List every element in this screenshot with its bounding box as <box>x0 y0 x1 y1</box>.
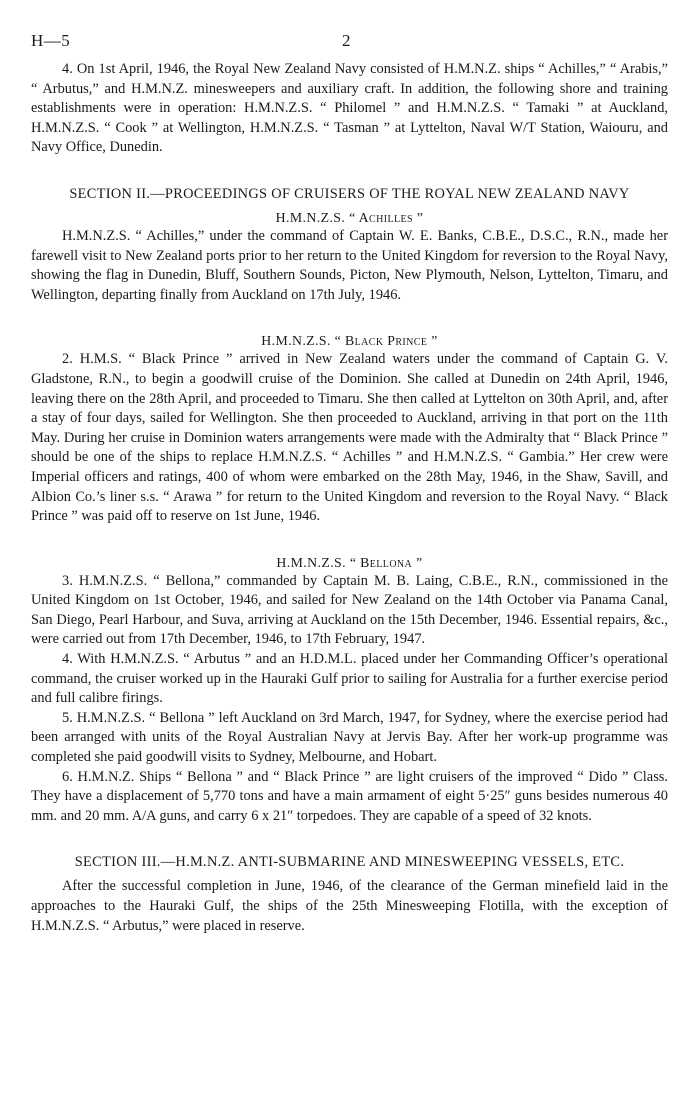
black-prince-paragraph-2: 2. H.M.S. “ Black Prince ” arrived in New Zealand waters under the command of Captain G. V. Gladstone, R.N., to begin a goodwill cruise of the Dominion. She called at Dunedin on 24th April, 1946, leaving there on the 28th April, and proceeded to Timaru. She then called at Lyttelton on 30th April, and, after a stay of four days, sailed for Wellington. She then proceeded to Auckland, arriving in that port on the 11th May. During her cruise in Dominion waters arrangements were made with the Admiralty that “ Black Prince ” should be one of the ships to replace H.M.N.Z.S. “ Achilles ” and H.M.N.Z.S. “ Gambia.” Her crew were Imperial officers and ratings, 400 of whom were embarked on the 28th May, 1946, in the Shaw, Savill, and Albion Co.’s liner s.s. “ Arawa ” for return to the United Kingdom and reversion to the Royal Navy. “ Black Prince ” was paid off to reserve on 1st June, 1946. <box>31 351 668 525</box>
section-3-paragraph: After the successful completion in June, 1946, of the clearance of the German minefield laid in the approaches to the Hauraki Gulf, the ships of the 25th Minesweeping Flotilla, with the exception of H.M.N.Z.S. “ Arbutus,” were placed in reserve. <box>31 878 668 934</box>
bellona-paragraph-5: 5. H.M.N.Z.S. “ Bellona ” left Auckland on 3rd March, 1947, for Sydney, where the exercise period had been arranged with units of the Royal Australian Navy at Jervis Bay. After her work-up programme was completed she paid goodwill visits to Sydney, Melbourne, and Hobart. <box>31 709 668 766</box>
achilles-heading: H.M.N.Z.S. “ Achilles ” <box>275 209 424 225</box>
page-code: H—5 <box>31 31 71 50</box>
bellona-paragraph-6: 6. H.M.N.Z. Ships “ Bellona ” and “ Black Prince ” are light cruisers of the improved “ Dido ” Class. They have a displacement of 5,770 tons and have a main armament of eight 5·25″ guns besides numerous 40 mm. and 20 mm. A/A guns, and carry 6 x 21″ torpedoes. They are capable of a speed of 32 knots. <box>31 768 668 824</box>
paragraph-4-navy-composition: 4. On 1st April, 1946, the Royal New Zealand Navy consisted of H.M.N.Z. ships “ Achilles,” “ Arabis,” “ Arbutus,” and H.M.N.Z. minesweepers and auxiliary craft. In addition, the following shore and training establishments were in operation: H.M.N.Z.S. “ Philomel ” and H.M.N.Z.S. “ Tamaki ” at Auckland, H.M.N.Z.S. “ Cook ” at Wellington, H.M.N.Z.S. “ Tasman ” at Lyttelton, Naval W/T Station, Waiouru, and Navy Office, Dunedin. <box>31 61 668 156</box>
section-2-heading: SECTION II.—PROCEEDINGS OF CRUISERS OF THE ROYAL NEW ZEALAND NAVY <box>69 185 630 202</box>
black-prince-heading: H.M.N.Z.S. “ Black Prince ” <box>261 333 438 349</box>
bellona-paragraph-3: 3. H.M.N.Z.S. “ Bellona,” commanded by Captain M. B. Laing, C.B.E., R.N., commissioned in the United Kingdom on 1st October, 1946, and sailed for New Zealand on the 14th October via Panama Canal, San Diego, Pearl Harbour, and Suva, arriving at Auckland on the 15th December, 1946. Essential repairs, &c., were carried out from 17th December, 1946, to 17th February, 1947. <box>31 572 668 648</box>
section-3-heading: SECTION III.—H.M.N.Z. ANTI-SUBMARINE AND MINESWEEPING VESSELS, ETC. <box>74 854 625 871</box>
page-number: 2 <box>342 31 351 50</box>
bellona-heading: H.M.N.Z.S. “ Bellona ” <box>276 554 423 570</box>
achilles-paragraph: H.M.N.Z.S. “ Achilles,” under the command of Captain W. E. Banks, C.B.E., D.S.C., R.N., made her farewell visit to New Zealand ports prior to her return to the United Kingdom for reversion to the Royal Navy, showing the flag in Dunedin, Bluff, Southern Sounds, Picton, New Plymouth, Nelson, Lyttelton, Timaru, and Wellington, departing finally from Auckland on 17th July, 1946. <box>31 227 668 303</box>
bellona-paragraph-4: 4. With H.M.N.Z.S. “ Arbutus ” and an H.D.M.L. placed under her Commanding Officer’s operational command, the cruiser worked up in the Hauraki Gulf prior to sailing for Australia for a further exercise period and full calibre firings. <box>31 651 668 707</box>
running-header <box>31 0 668 60</box>
